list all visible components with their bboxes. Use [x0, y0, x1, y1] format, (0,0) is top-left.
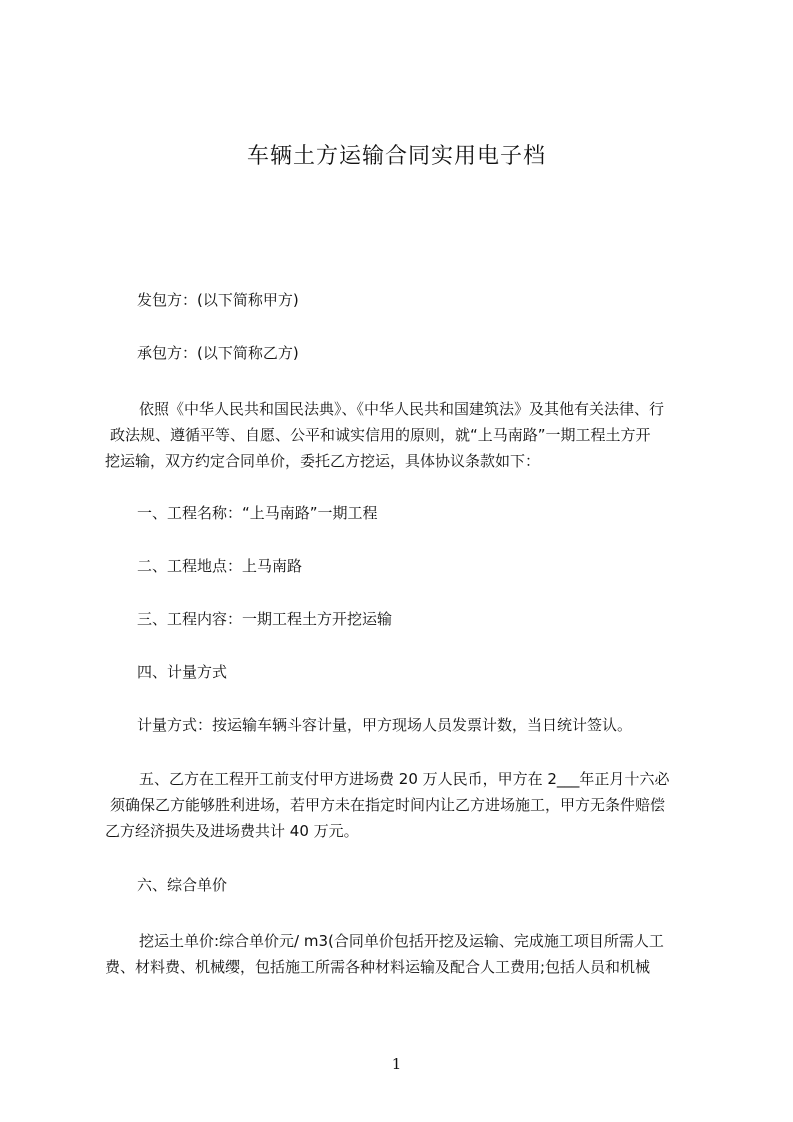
text-line: 费、材料费、机械缨，包括施工所需各种材料运输及配合人工费用;包括人员和机械 [105, 958, 651, 976]
text-line: 四、计量方式 [137, 663, 228, 681]
text-line: 计量方式：按运输车辆斗容计量，甲方现场人员发票计数，当日统计签认。 [137, 716, 633, 734]
text-line: 五、乙方在工程开工前支付甲方进场费 20 万人民币，甲方在 2___年正月十六必 [139, 770, 670, 788]
text-line: 发包方：(以下简称甲方) [137, 291, 299, 309]
text-line: 挖运土单价:综合单价元/ m3(合同单价包括开挖及运输、完成施工项目所需人工 [139, 932, 664, 950]
party-a-line [105, 287, 698, 313]
text-line: 政法规、遵循平等、自愿、公平和诚实信用的原则，就“上马南路”一期工程土方开 [110, 426, 651, 444]
text-line: 须确保乙方能够胜利进场，若甲方未在指定时间内让乙方进场施工，甲方无条件赔偿 [110, 796, 666, 814]
text-line: 一、工程名称：“上马南路”一期工程 [137, 504, 378, 522]
document-title: 车辆土方运输合同实用电子档 [246, 144, 546, 169]
page-number: 1 [391, 1055, 402, 1073]
measurement-paragraph [105, 712, 698, 738]
party-b-line [105, 340, 698, 366]
text-line: 二、工程地点：上马南路 [137, 557, 303, 575]
text-line: 依照《中华人民共和国民法典》、《中华人民共和国建筑法》及其他有关法律、行 [139, 400, 665, 418]
clause-3-project-content [105, 606, 698, 632]
text-line: 承包方：(以下简称乙方) [137, 344, 299, 362]
text-line: 乙方经济损失及进场费共计 40 万元。 [105, 822, 359, 840]
clause-1-project-name [105, 500, 698, 526]
text-line: 挖运输，双方约定合同单价，委托乙方挖运，具体协议条款如下： [105, 452, 541, 470]
unit-price-paragraph [105, 928, 698, 980]
clause-4-heading [105, 659, 698, 685]
text-line: 六、综合单价 [137, 876, 228, 894]
text-line: 三、工程内容：一期工程土方开挖运输 [137, 610, 393, 628]
clause-6-heading [105, 872, 698, 898]
preamble-paragraph [105, 396, 698, 474]
clause-5-paragraph [105, 766, 698, 844]
clause-2-project-location [105, 553, 698, 579]
